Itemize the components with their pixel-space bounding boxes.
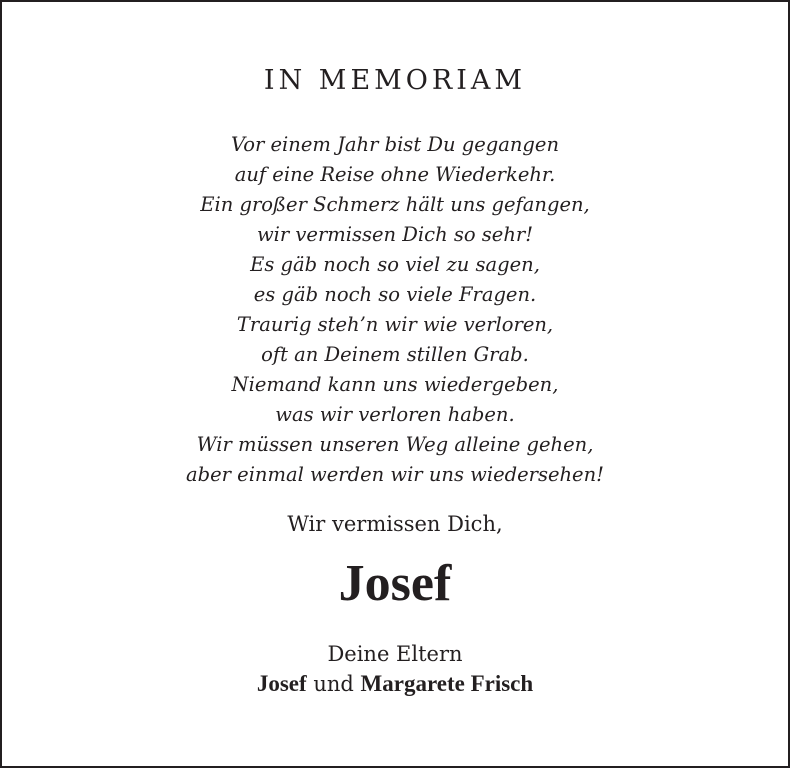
poem-line: aber einmal werden wir uns wiedersehen! — [185, 463, 604, 486]
poem-line: was wir verloren haben. — [275, 403, 515, 426]
poem-line: Niemand kann uns wiedergeben, — [231, 373, 559, 396]
poem-line: oft an Deinem stillen Grab. — [261, 343, 529, 366]
signature-conjunction: und — [313, 672, 354, 696]
poem-line: Es gäb noch so viel zu sagen, — [250, 253, 540, 276]
poem-line: Vor einem Jahr bist Du gegangen — [230, 133, 560, 156]
deceased-name: Josef — [338, 555, 452, 612]
signature-names — [2, 669, 788, 699]
poem-line: Wir müssen unseren Weg alleine gehen, — [196, 433, 594, 456]
poem-line: auf eine Reise ohne Wiederkehr. — [234, 163, 556, 186]
poem-line: Ein großer Schmerz hält uns gefangen, — [200, 193, 590, 216]
poem-line: Traurig steh’n wir wie verloren, — [236, 313, 554, 336]
notice-heading: IN MEMORIAM — [263, 65, 527, 96]
poem-line: wir vermissen Dich so sehr! — [256, 223, 534, 246]
signature-second-name: Margarete Frisch — [360, 671, 534, 696]
signature-first-name: Josef — [256, 671, 307, 696]
memorial-poem — [2, 130, 788, 490]
poem-line: es gäb noch so viele Fragen. — [253, 283, 537, 306]
signature-label: Deine Eltern — [327, 642, 463, 666]
closing-line: Wir vermissen Dich, — [287, 512, 503, 536]
